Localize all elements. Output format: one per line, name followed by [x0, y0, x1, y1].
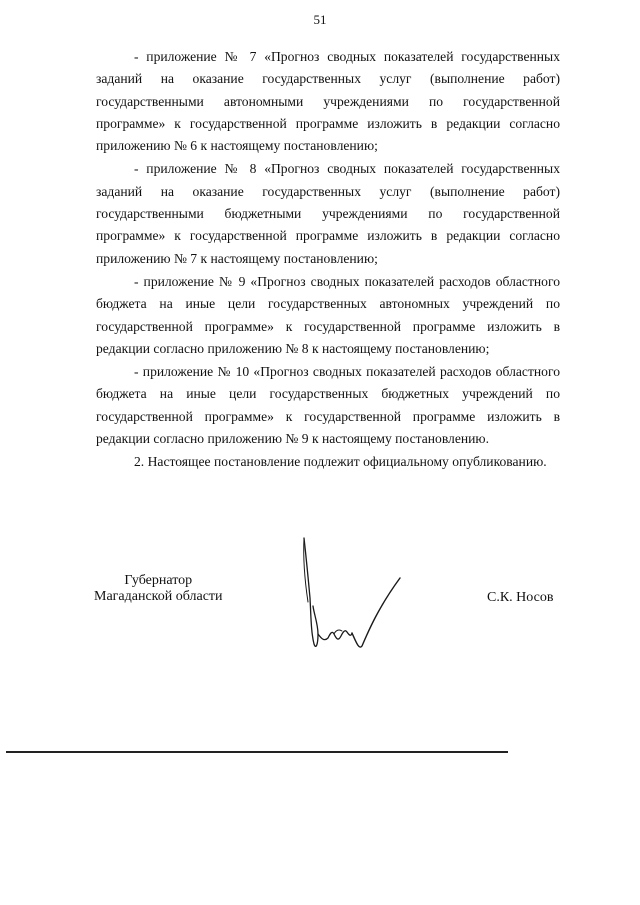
paragraph-appendix-9: - приложение № 9 «Прогноз сводных показателей расходов областного бюджета на иные цели государственных автономных учреждений по государственной программе» к государственной программе изложить в редакции согласно приложению № 8 к настоящему постановлению;	[96, 273, 560, 356]
signer-position	[94, 573, 223, 605]
paragraph-appendix-8: - приложение № 8 «Прогноз сводных показателей государственных заданий на оказание государственных услуг (выполнение работ) государственными бюджетными учреждениями по государственной программе» к государственной программе изложить в редакции согласно приложению № 7 к настоящему постановлению;	[96, 161, 560, 266]
document-body	[96, 46, 560, 475]
signer-position-line1: Губернатор	[124, 573, 193, 588]
paragraph-publication: 2. Настоящее постановление подлежит официальному опубликованию.	[134, 454, 547, 470]
signer-name: С.К. Носов	[487, 590, 554, 605]
signature-block	[0, 573, 640, 673]
handwritten-signature	[296, 536, 406, 656]
paragraph-appendix-7: - приложение № 7 «Прогноз сводных показателей государственных заданий на оказание государственных услуг (выполнение работ) государственными автономными учреждениями по государственной программе» к государственной программе изложить в редакции согласно приложению № 6 к настоящему постановлению;	[96, 49, 560, 154]
page-number: 51	[313, 12, 327, 27]
bottom-divider	[6, 751, 508, 753]
signer-position-line2: Магаданской области	[94, 589, 223, 604]
paragraph-appendix-10: - приложение № 10 «Прогноз сводных показателей расходов областного бюджета на иные цели государственных бюджетных учреждений по государственной программе» к государственной программе изложить в редакции согласно приложению № 9 к настоящему постановлению.	[96, 364, 560, 447]
